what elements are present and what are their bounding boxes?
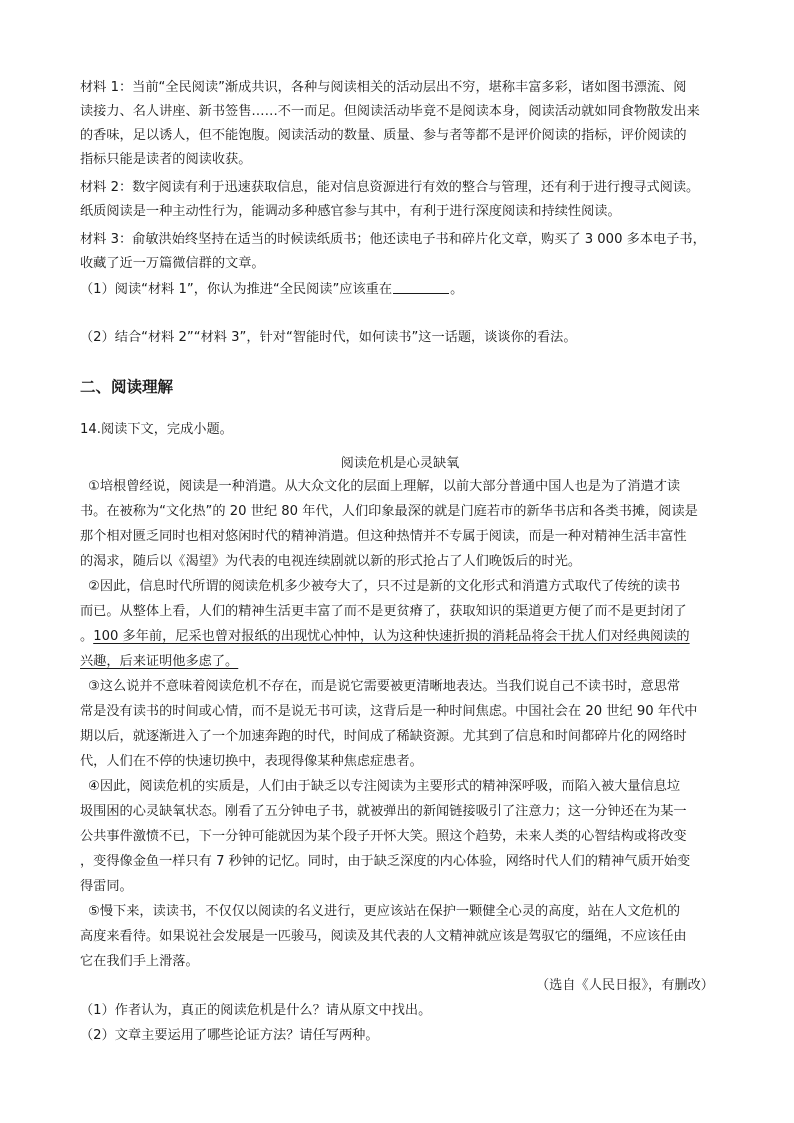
paragraph-1-line-4: 的渴求，随后以《渴望》为代表的电视连续剧就以新的形式抢占了人们晚饭后的时光。	[80, 554, 582, 569]
paragraph-2-line-1: ②因此，信息时代所谓的阅读危机多少被夸大了，只不过是新的文化形式和消遣方式取代了传统的读书	[88, 579, 681, 594]
material-2-line-1: 材料 2：数字阅读有利于迅速获取信息，能对信息资源进行有效的整合与管理，还有利于进行搜寻式阅读。	[80, 180, 700, 195]
material-3-line-2: 收藏了近一万篇微信群的文章。	[80, 256, 265, 271]
question-1-text: （1）阅读“材料 1”，你认为推进“全民阅读”应该重在	[80, 282, 393, 297]
question-1	[80, 278, 720, 302]
paragraph-2-lead-punct: 。	[80, 629, 94, 644]
paragraph-4-line-4: ，变得像金鱼一样只有 7 秒钟的记忆。同时，由于缺乏深度的内心体验，网络时代人们的精神气质开始变	[80, 854, 691, 869]
material-1-line-2: 读接力、名人讲座、新书签售……不一而足。但阅读活动毕竟不是阅读本身，阅读活动就如同食物散发出来	[80, 104, 700, 119]
paragraph-5-line-3: 它在我们手上滑落。	[80, 954, 199, 969]
paragraph-4-line-5: 得雷同。	[80, 879, 133, 894]
paragraph-3-line-2: 常是没有读书的时间或心情，而不是说无书可读，这背后是一种时间焦虑。中国社会在 20 世纪 90 年代中	[80, 704, 698, 719]
paragraph-2-line-3	[80, 625, 720, 649]
question-2: （2）结合“材料 2”“材料 3”，针对“智能时代，如何读书”这一话题，谈谈你的看法。	[80, 330, 577, 345]
material-3-line-1: 材料 3：俞敏洪始终坚持在适当的时候读纸质书；他还读电子书和碎片化文章，购买了 3 000 多本电子书，	[80, 232, 706, 247]
paragraph-5-line-2: 高度来看待。如果说社会发展是一匹骏马，阅读及其代表的人文精神就应该是驾驭它的缰绳，不应该任由	[80, 929, 687, 944]
paragraph-4-line-2: 圾围困的心灵缺氧状态。刚看了五分钟电子书，就被弹出的新闻链接吸引了注意力；这一分钟还在为某一	[80, 804, 687, 819]
section-heading: 二、阅读理解	[80, 378, 174, 396]
paragraph-3-line-1: ③这么说并不意味着阅读危机不存在，而是说它需要被更清晰地表达。当我们说自己不读书时，意思常	[88, 679, 681, 694]
paragraph-2-line-2: 而已。从整体上看，人们的精神生活更丰富了而不是更贫瘠了，获取知识的渠道更方便了而不是更封闭了	[80, 604, 687, 619]
paragraph-2-line-4	[80, 650, 720, 674]
paragraph-1-line-3: 那个相对匮乏同时也相对悠闲时代的精神消遣。但这种热情并不专属于阅读，而是一种对精神生活丰富性	[80, 529, 687, 544]
source-citation: （选自《人民日报》，有删改）	[535, 978, 714, 993]
paragraph-5-line-1: ⑤慢下来，读读书，不仅仅以阅读的名义进行，更应该站在保护一颗健全心灵的高度，站在人文危机的	[88, 904, 681, 919]
underlined-sentence-part-2: 兴趣，后来证明他多虑了。	[80, 654, 239, 669]
answer-blank[interactable]	[393, 279, 449, 294]
question-14-prompt: 14.阅读下文，完成小题。	[80, 422, 233, 437]
paragraph-3-line-3: 期以后，就逐渐进入了一个加速奔跑的时代，时间成了稀缺资源。尤其到了信息和时间都碎片化的网络时	[80, 729, 687, 744]
sub-question-2: （2）文章主要运用了哪些论证方法？请任写两种。	[80, 1028, 379, 1043]
material-1-line-3: 的香味，足以诱人，但不能饱腹。阅读活动的数量、质量、参与者等都不是评价阅读的指标，评价阅读的	[80, 128, 687, 143]
sub-question-1: （1）作者认为，真正的阅读危机是什么？请从原文中找出。	[80, 1003, 432, 1018]
question-1-end: 。	[450, 282, 464, 297]
paragraph-3-line-4: 代，人们在不停的快速切换中，表现得像某种焦虑症患者。	[80, 754, 423, 769]
paragraph-4-line-1: ④因此，阅读危机的实质是，人们由于缺乏以专注阅读为主要形式的精神深呼吸，而陷入被大量信息垃	[88, 779, 681, 794]
underlined-sentence-part-1: 100 多年前，尼采也曾对报纸的出现忧心忡忡，认为这种快速折损的消耗品将会干扰人们对经典阅读的	[93, 629, 690, 644]
article-title: 阅读危机是心灵缺氧	[340, 456, 460, 471]
paragraph-1-line-2: 书。在被称为“文化热”的 20 世纪 80 年代，人们印象最深的就是门庭若市的新华书店和各类书摊，阅读是	[80, 504, 698, 519]
material-1-line-1: 材料 1：当前“全民阅读”渐成共识，各种与阅读相关的活动层出不穷，堪称丰富多彩，诸如图书漂流、阅	[80, 80, 687, 95]
paragraph-4-line-3: 公共事件激愤不已，下一分钟可能就因为某个段子开怀大笑。照这个趋势，未来人类的心智结构或将改变	[80, 829, 687, 844]
material-1-line-4: 指标只能是读者的阅读收获。	[80, 152, 252, 167]
material-2-line-2: 纸质阅读是一种主动性行为，能调动多种感官参与其中，有利于进行深度阅读和持续性阅读。	[80, 204, 621, 219]
paragraph-1-line-1: ①培根曾经说，阅读是一种消遣。从大众文化的层面上理解，以前大部分普通中国人也是为了消遣才读	[88, 479, 681, 494]
